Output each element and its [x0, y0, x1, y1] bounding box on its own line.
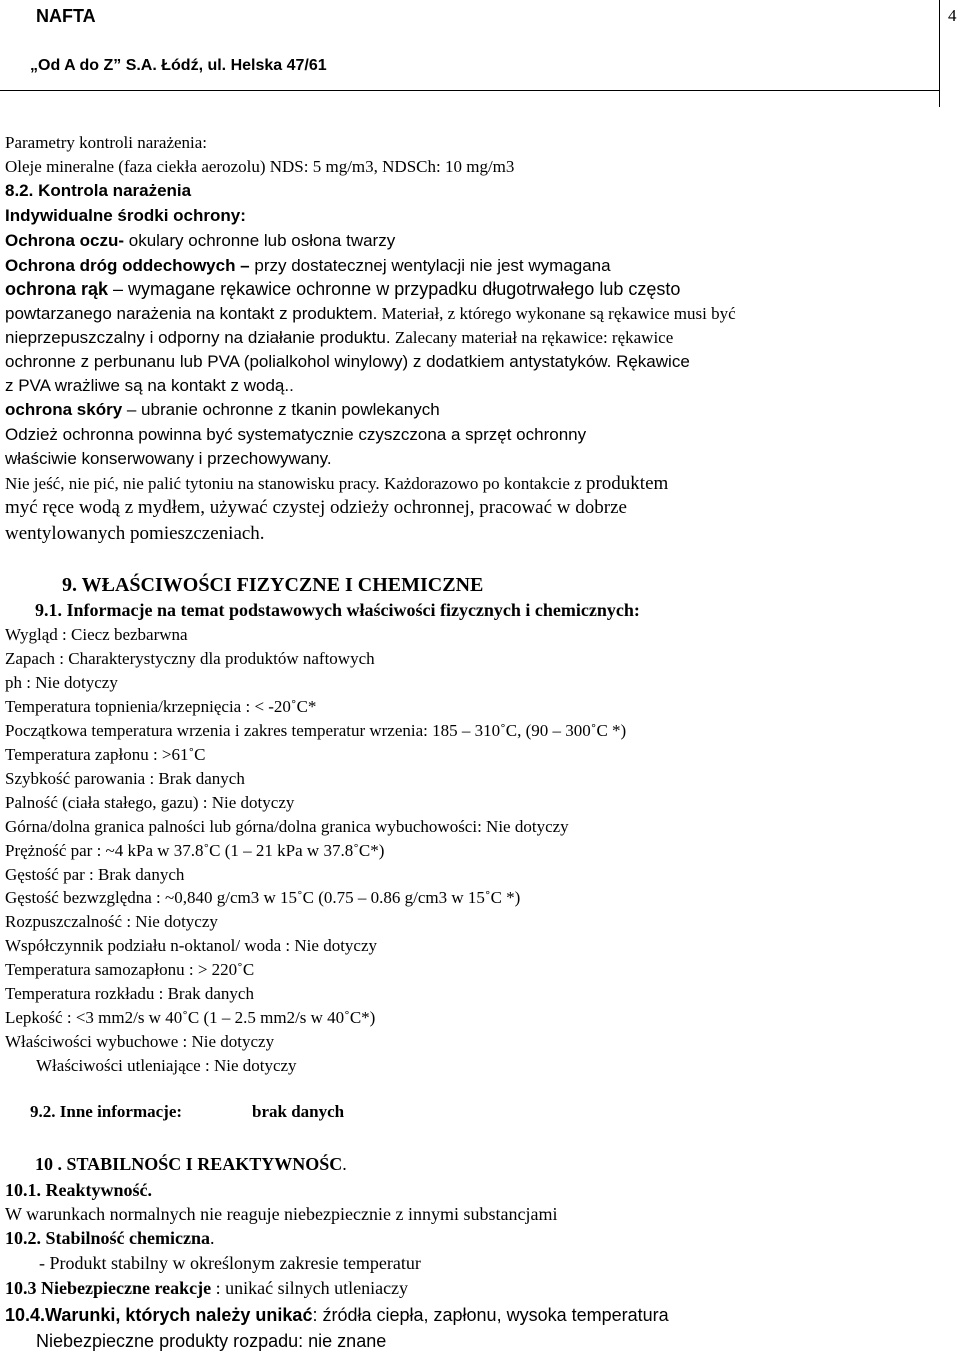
respiratory-protection-text: przy dostatecznej wentylacji nie jest wymagana [249, 256, 611, 275]
respiratory-protection-label: Ochrona dróg oddechowych – [5, 256, 250, 275]
property-appearance: Wygląd : Ciecz bezbarwna [5, 625, 188, 644]
section-8-2-heading: 8.2. Kontrola narażenia [5, 181, 192, 200]
property-vapour-pressure: Prężność par : ~4 kPa w 37.8˚C (1 – 21 kPa w 37.8˚C*) [5, 841, 385, 860]
section-10-4-text-2: Niebezpieczne produkty rozpadu: nie znane [36, 1331, 387, 1351]
eye-protection-text: okulary ochronne lub osłona twarzy [124, 231, 396, 250]
mineral-oils-limits: Oleje mineralne (faza ciekła aerozolu) NDS: 5 mg/m3, NDSCh: 10 mg/m3 [5, 157, 515, 176]
hand-protection-text: – wymagane rękawice ochronne w przypadku długotrwałego lub często [108, 279, 681, 299]
section-10-3-title: 10.3 Niebezpieczne reakcje [5, 1278, 212, 1298]
property-ph: ph : Nie dotyczy [5, 673, 118, 692]
hand-protection-text-3b: Zalecany materiał na rękawice: rękawice [390, 328, 674, 347]
property-relative-density: Gęstość bezwzględna : ~0,840 g/cm3 w 15˚C (0.75 – 0.86 g/cm3 w 15˚C *) [5, 888, 521, 907]
section-10-heading-dot: . [342, 1154, 347, 1174]
property-flash-point: Temperatura zapłonu : >61˚C [5, 745, 206, 764]
property-partition-coefficient: Współczynnik podziału n-oktanol/ woda : Nie dotyczy [5, 936, 378, 955]
hand-protection-line-4: ochronne z perbunanu lub PVA (polialkohol winylowy) z dodatkiem antystatyków. Rękawice [5, 352, 690, 371]
section-10-4-title: 10.4.Warunki, których należy unikać [5, 1305, 313, 1325]
property-vapour-density: Gęstość par : Brak danych [5, 865, 185, 884]
property-flammability: Palność (ciała stałego, gazu) : Nie dotyczy [5, 793, 295, 812]
hygiene-text-1b: Każdorazowo po kontakcie z [379, 474, 586, 493]
hand-protection-line [5, 279, 680, 300]
clothing-care-line-1: Odzież ochronna powinna być systematycznie czyszczona a sprzęt ochronny [5, 425, 587, 444]
section-10-4-text: : źródła ciepła, zapłonu, wysoka temperatura [312, 1305, 669, 1325]
section-10-2-item: - Produkt stabilny w określonym zakresie temperatur [39, 1253, 421, 1273]
respiratory-protection-line [5, 256, 611, 276]
hygiene-line-3: wentylowanych pomieszczeniach. [5, 523, 265, 544]
property-decomposition: Temperatura rozkładu : Brak danych [5, 984, 254, 1003]
section-10-1-number: 10.1. [5, 1180, 41, 1200]
section-10-heading-line [35, 1154, 347, 1175]
section-10-4-line [5, 1305, 669, 1326]
hand-protection-line-3 [5, 328, 673, 348]
hand-protection-text-2: powtarzanego narażenia na kontakt z produktem. [5, 304, 378, 323]
page-number: 4 [948, 6, 957, 25]
section-10-2-number: 10.2. [5, 1228, 41, 1248]
eye-protection-line [5, 231, 395, 251]
company-brand: NAFTA [36, 6, 96, 26]
skin-protection-text: – ubranie ochronne z tkanin powlekanych [122, 400, 440, 419]
section-10-2-dot: . [210, 1228, 215, 1248]
hygiene-text-1: Nie jeść, nie pić, nie palić tytoniu na stanowisku pracy. [5, 474, 380, 493]
section-9-heading: 9. WŁAŚCIWOŚCI FIZYCZNE I CHEMICZNE [62, 574, 484, 596]
hand-protection-text-3: nieprzepuszczalny i odporny na działanie produktu. [5, 328, 391, 347]
company-address: „Od A do Z” S.A. Łódź, ul. Helska 47/61 [30, 57, 327, 74]
ppe-heading: Indywidualne środki ochrony: [5, 206, 246, 225]
section-10-1-title: Reaktywność. [41, 1180, 152, 1200]
property-boiling-point: Początkowa temperatura wrzenia i zakres temperatur wrzenia: 185 – 310˚C, (90 – 300˚C *) [5, 721, 627, 740]
clothing-care-line-2: właściwie konserwowany i przechowywany. [5, 449, 332, 468]
property-explosive-limits: Górna/dolna granica palności lub górna/dolna granica wybuchowości: Nie dotyczy [5, 817, 569, 836]
hand-protection-line-2 [5, 304, 736, 324]
section-10-3-text: : unikać silnych utleniaczy [211, 1278, 409, 1298]
hand-protection-text-2b: Materiał, z którego wykonane są rękawice musi być [377, 304, 736, 323]
section-10-1-line [5, 1180, 152, 1201]
property-melting-point: Temperatura topnienia/krzepnięcia : < -20˚C* [5, 697, 317, 716]
property-evaporation-rate: Szybkość parowania : Brak danych [5, 769, 245, 788]
property-viscosity: Lepkość : <3 mm2/s w 40˚C (1 – 2.5 mm2/s w 40˚C*) [5, 1008, 376, 1027]
header-divider [939, 0, 940, 107]
section-9-1-heading: 9.1. Informacje na temat podstawowych właściwości fizycznych i chemicznych: [35, 600, 640, 620]
section-10-2-line [5, 1228, 215, 1249]
hand-protection-line-5: z PVA wrażliwe są na kontakt z wodą.. [5, 376, 294, 395]
property-solubility: Rozpuszczalność : Nie dotyczy [5, 912, 218, 931]
section-10-3-line [5, 1278, 408, 1299]
exposure-params-label: Parametry kontroli narażenia: [5, 133, 208, 152]
section-10-2-title: Stabilność chemiczna [41, 1228, 210, 1248]
hygiene-line-1 [5, 473, 668, 495]
eye-protection-label: Ochrona oczu- [5, 231, 125, 250]
hand-protection-label: ochrona rąk [5, 279, 109, 299]
skin-protection-label: ochrona skóry [5, 400, 123, 419]
section-10-1-text: W warunkach normalnych nie reaguje niebezpiecznie z innymi substancjami [5, 1204, 558, 1224]
hygiene-text-1c: produktem [585, 473, 669, 494]
skin-protection-line [5, 400, 440, 420]
section-9-2-heading: 9.2. Inne informacje: [30, 1102, 183, 1121]
header-rule [0, 90, 940, 91]
hygiene-line-2: myć ręce wodą z mydłem, używać czystej odzieży ochronnej, pracować w dobrze [5, 497, 627, 518]
section-9-2-value: brak danych [252, 1102, 345, 1121]
property-odour: Zapach : Charakterystyczny dla produktów naftowych [5, 649, 375, 668]
property-autoignition: Temperatura samozapłonu : > 220˚C [5, 960, 255, 979]
section-10-heading: 10 . STABILNOŚC I REAKTYWNOŚC [35, 1154, 343, 1174]
property-oxidising: Właściwości utleniające : Nie dotyczy [36, 1056, 297, 1075]
property-explosive: Właściwości wybuchowe : Nie dotyczy [5, 1032, 275, 1051]
